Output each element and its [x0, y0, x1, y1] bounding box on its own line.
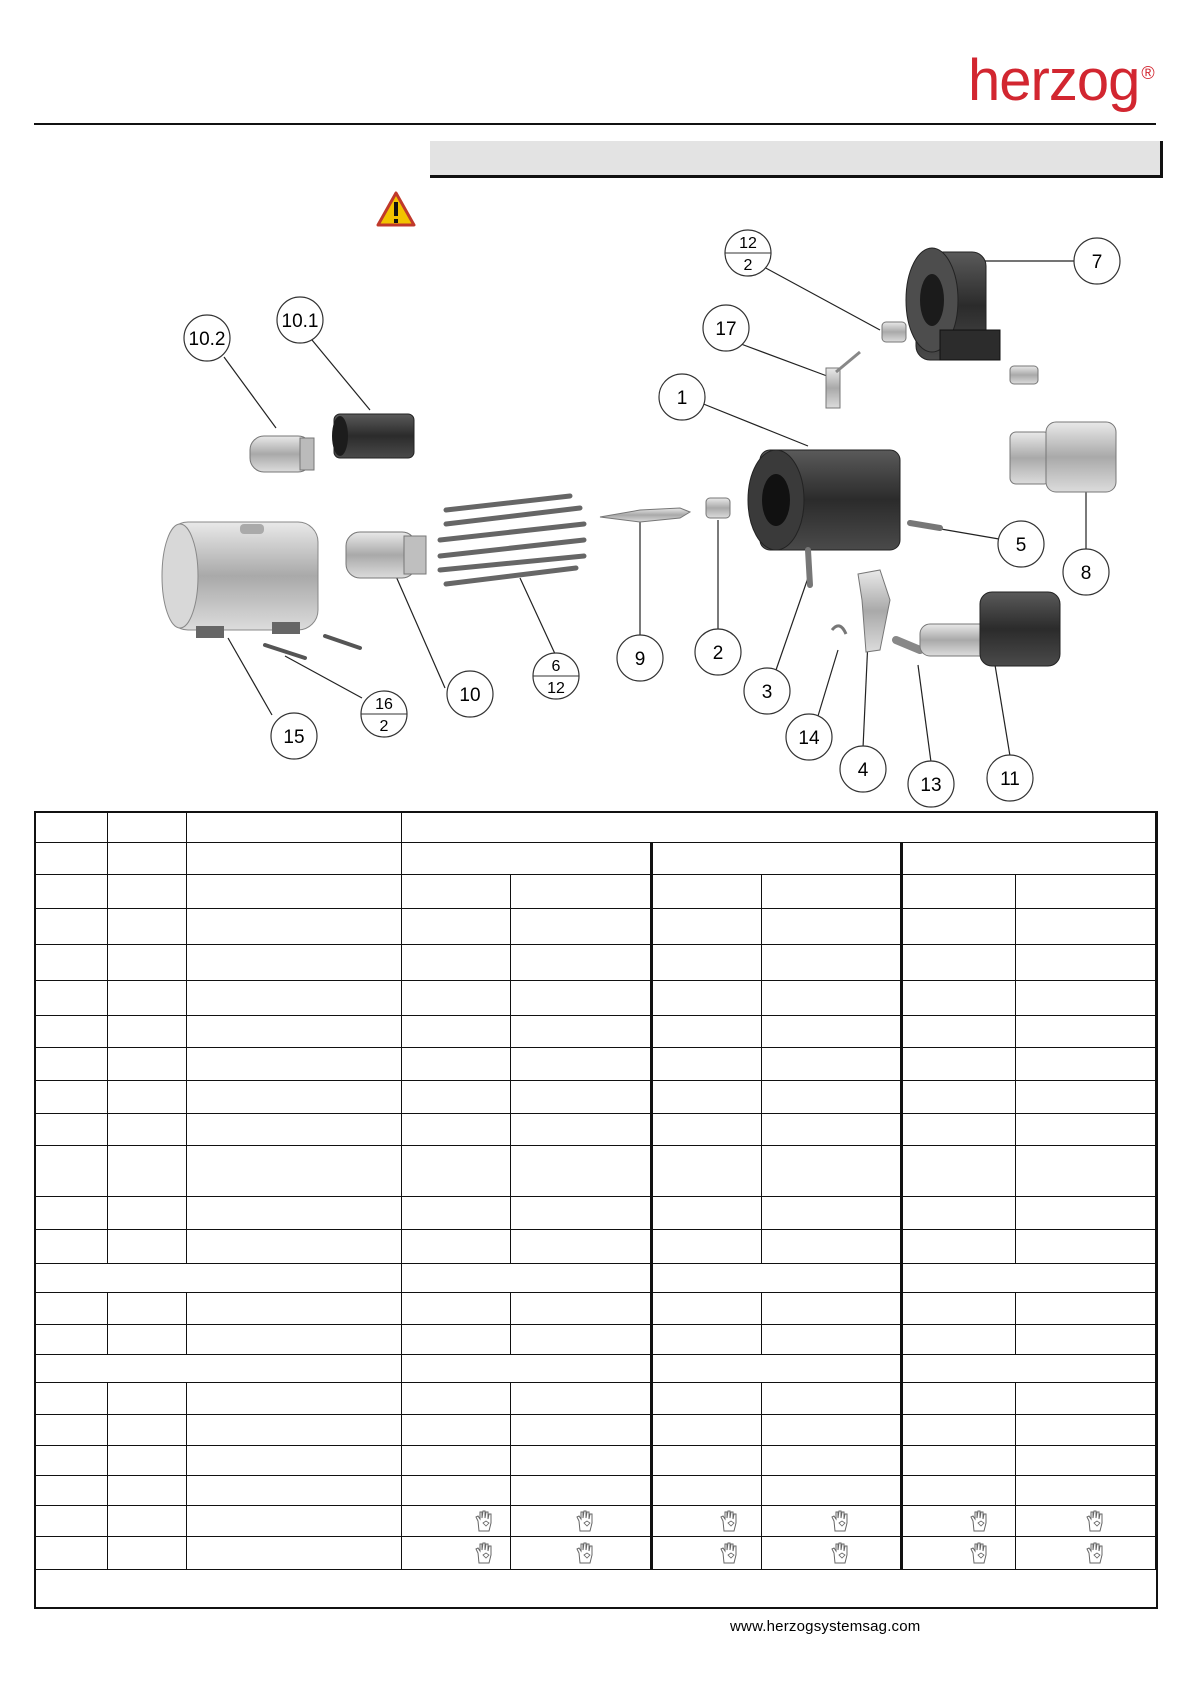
warning-triangle-icon: [376, 191, 416, 232]
part-3-bolt: [808, 550, 810, 585]
glove-icon: [402, 1541, 511, 1565]
svg-text:11: 11: [1000, 769, 1020, 790]
svg-text:4: 4: [857, 760, 869, 781]
footer-url[interactable]: www.herzogsystemsag.com: [730, 1618, 921, 1635]
svg-text:9: 9: [634, 649, 646, 670]
glove-icon: [1016, 1541, 1155, 1565]
callout-8: [1063, 549, 1109, 595]
callout-17: [703, 305, 749, 351]
callout-fraction-12-2: [725, 230, 771, 276]
herzog-logo: [968, 48, 1154, 113]
part-9-pin: [600, 508, 690, 522]
part-2-bushing: [706, 498, 730, 518]
glove-icon: [653, 1509, 761, 1533]
svg-text:8: 8: [1080, 563, 1092, 584]
exploded-parts-drawing: [140, 228, 1180, 808]
svg-text:7: 7: [1091, 252, 1103, 273]
svg-text:14: 14: [798, 728, 820, 749]
part-15-sleeve: [162, 522, 318, 638]
part-10-1-coupling: [332, 414, 414, 458]
registered-mark: ®: [1141, 63, 1154, 83]
part-7-bracket: [906, 248, 1000, 360]
part-6-bolts: [440, 496, 584, 584]
callout-10-1: [277, 297, 323, 343]
glove-icon: [903, 1509, 1015, 1533]
part-11-motor: [920, 592, 1060, 666]
svg-text:10.1: 10.1: [281, 311, 319, 332]
title-bar: [430, 141, 1163, 178]
part-10-nut: [346, 532, 426, 578]
svg-text:1: 1: [676, 388, 688, 409]
part-plug-small: [1010, 366, 1038, 384]
svg-text:13: 13: [920, 775, 942, 796]
callout-13: [908, 761, 954, 807]
glove-icon: [1016, 1509, 1155, 1533]
callout-11: [987, 755, 1033, 801]
part-8-adapter: [1010, 422, 1116, 492]
callout-3: [744, 668, 790, 714]
glove-icon: [511, 1541, 650, 1565]
svg-text:17: 17: [715, 319, 737, 340]
header-rule: [34, 123, 1156, 125]
glove-icon: [402, 1509, 511, 1533]
svg-text:15: 15: [283, 727, 305, 748]
svg-text:10.2: 10.2: [188, 329, 226, 350]
part-16-screws: [265, 636, 360, 658]
svg-text:2: 2: [379, 718, 389, 735]
svg-text:2: 2: [712, 643, 724, 664]
callout-fraction-6-12: [533, 653, 579, 699]
svg-text:12: 12: [739, 235, 757, 252]
svg-text:3: 3: [761, 682, 773, 703]
svg-text:12: 12: [547, 680, 565, 697]
svg-text:6: 6: [551, 658, 561, 675]
glove-row-1: [35, 1506, 1156, 1537]
callout-2: [695, 629, 741, 675]
glove-row-2: [35, 1537, 1156, 1570]
svg-text:16: 16: [375, 696, 393, 713]
logo-text: herzog: [968, 48, 1140, 113]
callout-9: [617, 635, 663, 681]
callout-5: [998, 521, 1044, 567]
callout-7: [1074, 238, 1120, 284]
svg-text:2: 2: [743, 257, 753, 274]
glove-icon: [762, 1509, 900, 1533]
callout-10: [447, 671, 493, 717]
callout-15: [271, 713, 317, 759]
part-10-2-nozzle: [250, 436, 314, 472]
part-14-clip: [832, 626, 846, 634]
glove-icon: [653, 1541, 761, 1565]
callout-10-2: [184, 315, 230, 361]
svg-text:10: 10: [459, 685, 481, 706]
part-1-body: [748, 450, 900, 550]
svg-text:5: 5: [1015, 535, 1027, 556]
glove-icon: [762, 1541, 900, 1565]
glove-icon: [511, 1509, 650, 1533]
part-13-pin: [896, 640, 920, 650]
part-17-fitting: [826, 352, 860, 408]
glove-icon: [903, 1541, 1015, 1565]
part-12-plug: [882, 322, 906, 342]
callout-fraction-16-2: [361, 691, 407, 737]
callout-14: [786, 714, 832, 760]
callout-1: [659, 374, 705, 420]
part-5-pin: [910, 523, 940, 528]
parts-table-main: [34, 811, 1156, 1570]
part-4-lever: [858, 570, 890, 652]
callout-4: [840, 746, 886, 792]
